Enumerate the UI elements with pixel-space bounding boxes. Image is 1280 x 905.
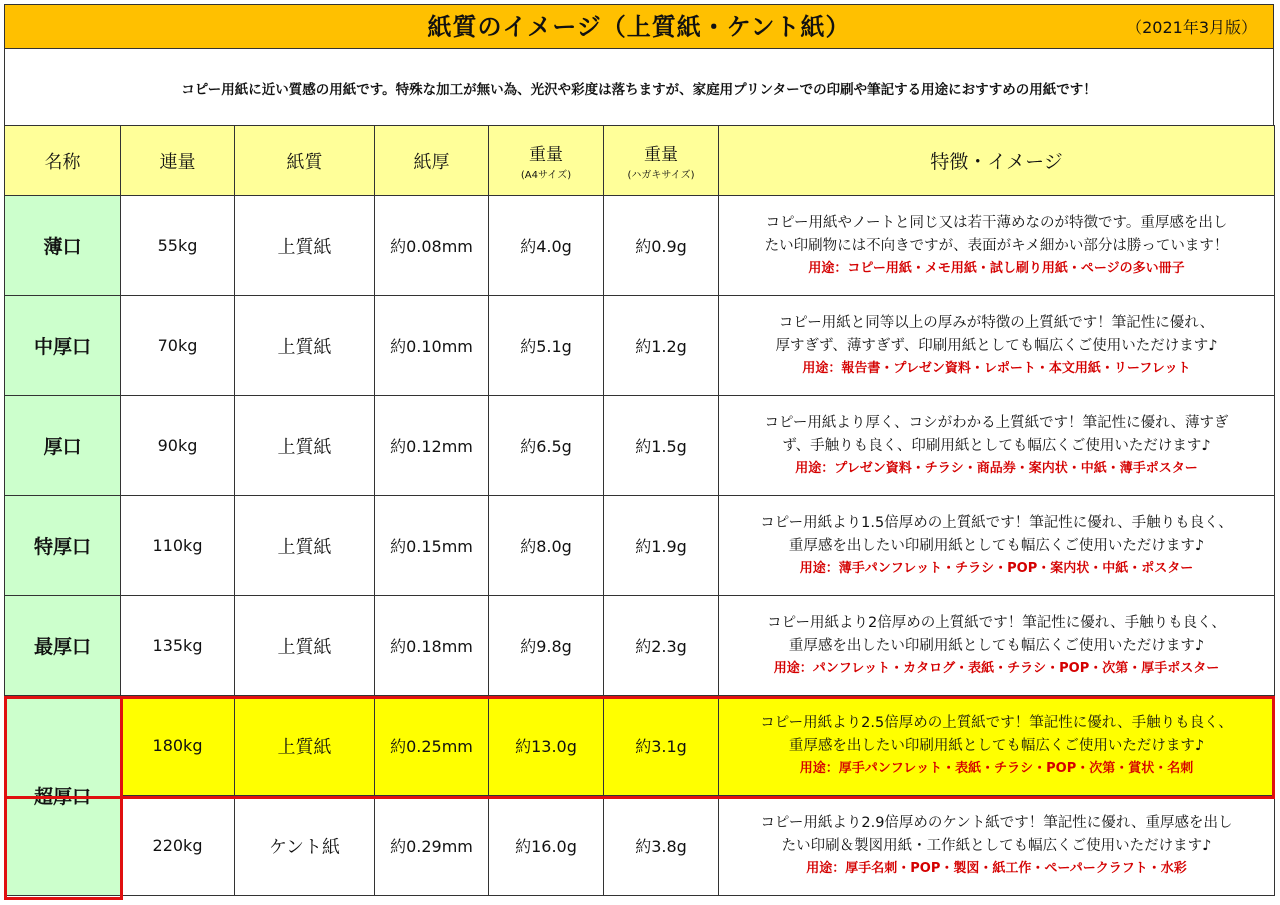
feature-cell: [719, 596, 1275, 696]
intro-panel: [4, 49, 1274, 126]
kind-cell: 上質紙: [235, 696, 375, 796]
feature-cell: [719, 296, 1275, 396]
postcard-weight-cell: 約2.3g: [604, 596, 719, 696]
kind-cell: 上質紙: [235, 496, 375, 596]
postcard-weight-cell: 約3.1g: [604, 696, 719, 796]
usage-text: 用途：報告書・プレゼン資料・レポート・本文用紙・リーフレット: [802, 360, 1191, 376]
weight-cell: 70kg: [121, 296, 235, 396]
page-title: 紙質のイメージ（上質紙・ケント紙）: [427, 13, 851, 41]
paper-name: 最厚口: [5, 596, 121, 696]
table-row: [5, 196, 1275, 296]
feature-text: コピー用紙と同等以上の厚みが特徴の上質紙です！筆記性に優れ、: [778, 314, 1215, 331]
postcard-weight-cell: 約3.8g: [604, 796, 719, 896]
table-row: [5, 396, 1275, 496]
a4-weight-cell: 約4.0g: [489, 196, 604, 296]
paper-name: 中厚口: [5, 296, 121, 396]
col-header-postcard-weight: 重量 (ハガキサイズ): [604, 126, 719, 196]
kind-cell: 上質紙: [235, 396, 375, 496]
usage-text: 用途：コピー用紙・メモ用紙・試し刷り用紙・ページの多い冊子: [808, 260, 1185, 276]
feature-cell: [719, 796, 1275, 896]
usage-text: 用途：薄手パンフレット・チラシ・POP・案内状・中紙・ポスター: [799, 560, 1194, 576]
paper-name: 厚口: [5, 396, 121, 496]
a4-weight-cell: 約8.0g: [489, 496, 604, 596]
weight-cell: 180kg: [121, 696, 235, 796]
weight-cell: 90kg: [121, 396, 235, 496]
feature-text: 厚すぎず、薄すぎず、印刷用紙としても幅広くご使用いただけます♪: [775, 337, 1218, 354]
feature-text: ず、手触りも良く、印刷用紙としても幅広くご使用いただけます♪: [782, 437, 1211, 454]
feature-cell: [719, 396, 1275, 496]
thickness-cell: 約0.25mm: [375, 696, 489, 796]
postcard-weight-cell: 約1.5g: [604, 396, 719, 496]
a4-weight-cell: 約6.5g: [489, 396, 604, 496]
thickness-cell: 約0.29mm: [375, 796, 489, 896]
thickness-cell: 約0.12mm: [375, 396, 489, 496]
table-row: [5, 596, 1275, 696]
feature-text: コピー用紙より1.5倍厚めの上質紙です！筆記性に優れ、手触りも良く、: [760, 514, 1233, 531]
title-bar: [4, 4, 1274, 49]
feature-text: 重厚感を出したい印刷用紙としても幅広くご使用いただけます♪: [788, 737, 1205, 754]
col-header-feature: 特徴・イメージ: [719, 126, 1275, 196]
paper-table: [4, 125, 1275, 896]
feature-cell: [719, 496, 1275, 596]
feature-cell: [719, 196, 1275, 296]
weight-cell: 55kg: [121, 196, 235, 296]
postcard-weight-cell: 約1.9g: [604, 496, 719, 596]
intro-text: コピー用紙に近い質感の用紙です。特殊な加工が無い為、光沢や彩度は落ちますが、家庭用プリンターでの印刷や筆記する用途におすすめの用紙です！: [181, 81, 1097, 98]
weight-cell: 220kg: [121, 796, 235, 896]
col-header-weight: 連量: [121, 126, 235, 196]
usage-text: 用途：パンフレット・カタログ・表紙・チラシ・POP・次第・厚手ポスター: [773, 660, 1220, 676]
kind-cell: 上質紙: [235, 296, 375, 396]
edition-label: （2021年3月版）: [1126, 18, 1257, 37]
kind-cell: 上質紙: [235, 196, 375, 296]
paper-name: 薄口: [5, 196, 121, 296]
feature-cell: [719, 696, 1275, 796]
postcard-weight-cell: 約0.9g: [604, 196, 719, 296]
kind-cell: 上質紙: [235, 596, 375, 696]
thickness-cell: 約0.18mm: [375, 596, 489, 696]
paper-name: 特厚口: [5, 496, 121, 596]
feature-text: 重厚感を出したい印刷用紙としても幅広くご使用いただけます♪: [788, 537, 1205, 554]
table-header-row: [5, 126, 1275, 196]
feature-text: たい印刷＆製図用紙・工作紙としても幅広くご使用いただけます♪: [781, 837, 1212, 854]
thickness-cell: 約0.08mm: [375, 196, 489, 296]
usage-text: 用途：プレゼン資料・チラシ・商品券・案内状・中紙・薄手ポスター: [795, 460, 1198, 476]
paper-name: 超厚口: [5, 696, 121, 896]
feature-text: たい印刷物には不向きですが、表面がキメ細かい部分は勝っています！: [764, 237, 1229, 254]
a4-weight-cell: 約9.8g: [489, 596, 604, 696]
table-row: [5, 796, 1275, 896]
usage-text: 用途：厚手パンフレット・表紙・チラシ・POP・次第・賞状・名刺: [799, 760, 1194, 776]
feature-text: コピー用紙より厚く、コシがわかる上質紙です！筆記性に優れ、薄すぎ: [764, 414, 1229, 431]
feature-text: コピー用紙より2.9倍厚めのケント紙です！筆記性に優れ、重厚感を出し: [760, 814, 1233, 831]
kind-cell: ケント紙: [235, 796, 375, 896]
col-header-kind: 紙質: [235, 126, 375, 196]
weight-cell: 135kg: [121, 596, 235, 696]
a4-weight-cell: 約5.1g: [489, 296, 604, 396]
weight-cell: 110kg: [121, 496, 235, 596]
table-row: [5, 496, 1275, 596]
a4-weight-cell: 約16.0g: [489, 796, 604, 896]
usage-text: 用途：厚手名刺・POP・製図・紙工作・ペーパークラフト・水彩: [806, 860, 1187, 876]
col-header-name: 名称: [5, 126, 121, 196]
col-header-a4-weight: 重量 (A4サイズ): [489, 126, 604, 196]
col-header-thickness: 紙厚: [375, 126, 489, 196]
feature-text: コピー用紙より2.5倍厚めの上質紙です！筆記性に優れ、手触りも良く、: [760, 714, 1233, 731]
table-row-highlighted: [5, 696, 1275, 796]
feature-text: コピー用紙やノートと同じ又は若干薄めなのが特徴です。重厚感を出し: [765, 214, 1228, 231]
thickness-cell: 約0.15mm: [375, 496, 489, 596]
table-row: [5, 296, 1275, 396]
postcard-weight-cell: 約1.2g: [604, 296, 719, 396]
a4-weight-cell: 約13.0g: [489, 696, 604, 796]
thickness-cell: 約0.10mm: [375, 296, 489, 396]
feature-text: コピー用紙より2倍厚めの上質紙です！筆記性に優れ、手触りも良く、: [767, 614, 1226, 631]
feature-text: 重厚感を出したい印刷用紙としても幅広くご使用いただけます♪: [788, 637, 1205, 654]
